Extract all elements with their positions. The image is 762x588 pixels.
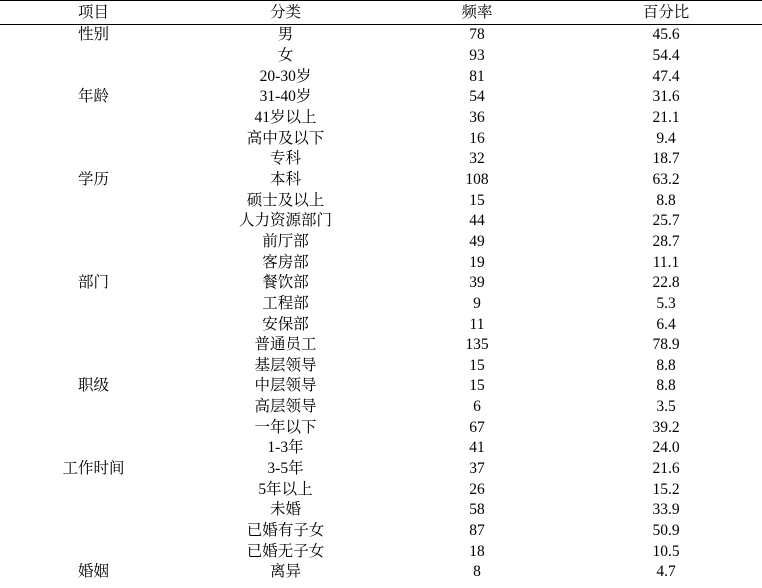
percent-cell: 39.2 [652, 418, 680, 436]
percent-cell: 18.7 [652, 150, 680, 168]
category-cell: 前厅部 [262, 232, 309, 250]
table-row [0, 376, 762, 397]
frequency-cell: 32 [469, 150, 485, 168]
group-label-cell: 工作时间 [62, 460, 125, 478]
frequency-cell: 54 [469, 88, 485, 106]
category-cell: 客房部 [262, 253, 309, 271]
table-row [0, 479, 762, 500]
group-label-cell: 职级 [77, 377, 109, 395]
category-cell: 高层领导 [254, 398, 317, 416]
frequency-cell: 15 [469, 356, 485, 374]
group-label-cell [0, 108, 187, 129]
frequency-cell: 78 [469, 26, 485, 44]
percent-cell: 5.3 [656, 294, 676, 312]
category-cell: 已婚无子女 [246, 542, 325, 560]
group-label-cell [0, 211, 187, 232]
percent-cell: 8.8 [656, 377, 676, 395]
table-row [0, 562, 762, 583]
percent-cell: 28.7 [652, 232, 680, 250]
category-cell: 中层领导 [254, 377, 317, 395]
category-cell: 5年以上 [258, 480, 313, 498]
category-cell: 高中及以下 [246, 129, 325, 147]
percent-cell: 21.6 [652, 460, 680, 478]
percent-cell: 31.6 [652, 88, 680, 106]
table-row [0, 314, 762, 335]
group-label-cell [0, 356, 187, 377]
percent-cell: 25.7 [652, 212, 680, 230]
table-row [0, 211, 762, 232]
frequency-cell: 58 [469, 501, 485, 519]
group-label-cell [0, 479, 187, 500]
category-cell: 男 [277, 26, 294, 44]
frequency-cell: 81 [469, 67, 485, 85]
table-row [0, 232, 762, 253]
percent-cell: 47.4 [652, 67, 680, 85]
category-cell: 31-40岁 [259, 88, 312, 106]
frequency-cell: 11 [469, 315, 485, 333]
percent-cell: 9.4 [656, 129, 676, 147]
table-row [0, 521, 762, 542]
table-row [0, 66, 762, 87]
category-cell: 20-30岁 [259, 67, 312, 85]
table-header-row [0, 1, 762, 25]
frequency-cell: 108 [465, 170, 489, 188]
category-cell: 41岁以上 [254, 108, 317, 126]
category-cell: 专科 [269, 150, 301, 168]
category-cell: 已婚有子女 [246, 522, 325, 540]
header-item: 项目 [0, 1, 187, 25]
category-cell: 一年以下 [254, 418, 317, 436]
group-label-cell: 性别 [77, 26, 109, 44]
frequency-cell: 39 [469, 274, 485, 292]
frequency-cell: 36 [469, 108, 485, 126]
category-cell: 本科 [269, 170, 301, 188]
category-cell: 离异 [269, 563, 301, 581]
group-label-cell: 年龄 [77, 88, 109, 106]
table-row [0, 294, 762, 315]
frequency-cell: 37 [469, 460, 485, 478]
category-cell: 基层领导 [254, 356, 317, 374]
frequency-cell: 6 [473, 398, 481, 416]
table-row [0, 541, 762, 562]
frequency-cell: 135 [465, 336, 489, 354]
frequency-cell: 15 [469, 191, 485, 209]
frequency-cell: 15 [469, 377, 485, 395]
percent-cell: 45.6 [652, 26, 680, 44]
frequency-cell: 41 [469, 439, 485, 457]
group-label-cell [0, 252, 187, 273]
table-row [0, 500, 762, 521]
group-label-cell [0, 149, 187, 170]
percent-cell: 3.5 [656, 398, 676, 416]
header-category: 分类 [187, 1, 384, 25]
group-label-cell [0, 438, 187, 459]
table-row [0, 108, 762, 129]
table-row [0, 417, 762, 438]
table-row [0, 335, 762, 356]
group-label-cell [0, 521, 187, 542]
group-label-cell [0, 417, 187, 438]
percent-cell: 50.9 [652, 522, 680, 540]
percent-cell: 4.7 [656, 563, 676, 581]
group-label-cell: 婚姻 [77, 563, 109, 581]
group-label-cell [0, 335, 187, 356]
percent-cell: 78.9 [652, 336, 680, 354]
category-cell: 3-5年 [267, 460, 304, 478]
frequency-cell: 49 [469, 232, 485, 250]
category-cell: 硕士及以上 [246, 191, 325, 209]
table-row [0, 128, 762, 149]
category-cell: 女 [277, 46, 294, 64]
percent-cell: 6.4 [656, 315, 676, 333]
table-row [0, 190, 762, 211]
percent-cell: 24.0 [652, 439, 680, 457]
table-row [0, 46, 762, 67]
frequency-cell: 8 [473, 563, 481, 581]
frequency-cell: 16 [469, 129, 485, 147]
group-label-cell [0, 541, 187, 562]
group-label-cell: 部门 [77, 274, 109, 292]
group-label-cell [0, 500, 187, 521]
table-row [0, 149, 762, 170]
table-body [0, 25, 762, 583]
table-row [0, 25, 762, 46]
group-label-cell [0, 314, 187, 335]
frequency-cell: 87 [469, 522, 485, 540]
percent-cell: 8.8 [656, 191, 676, 209]
frequency-cell: 93 [469, 46, 485, 64]
header-frequency: 频率 [384, 1, 570, 25]
frequency-cell: 26 [469, 480, 485, 498]
category-cell: 未婚 [269, 501, 301, 519]
group-label-cell [0, 46, 187, 67]
frequency-cell: 9 [473, 294, 481, 312]
percent-cell: 22.8 [652, 274, 680, 292]
table-row [0, 438, 762, 459]
group-label-cell: 学历 [77, 170, 109, 188]
percent-cell: 8.8 [656, 356, 676, 374]
table-row [0, 273, 762, 294]
frequency-cell: 18 [469, 542, 485, 560]
percent-cell: 10.5 [652, 542, 680, 560]
frequency-cell: 44 [469, 212, 485, 230]
group-label-cell [0, 66, 187, 87]
percent-cell: 11.1 [652, 253, 680, 271]
frequency-cell: 67 [469, 418, 485, 436]
frequency-cell: 19 [469, 253, 485, 271]
category-cell: 餐饮部 [262, 274, 309, 292]
percent-cell: 63.2 [652, 170, 680, 188]
table-row [0, 356, 762, 377]
category-cell: 工程部 [262, 294, 309, 312]
category-cell: 1-3年 [267, 439, 304, 457]
group-label-cell [0, 232, 187, 253]
percent-cell: 33.9 [652, 501, 680, 519]
group-label-cell [0, 128, 187, 149]
category-cell: 人力资源部门 [238, 212, 332, 230]
group-label-cell [0, 397, 187, 418]
percent-cell: 21.1 [652, 108, 680, 126]
percent-cell: 54.4 [652, 46, 680, 64]
table-row [0, 459, 762, 480]
table-row [0, 397, 762, 418]
group-label-cell [0, 190, 187, 211]
category-cell: 安保部 [262, 315, 309, 333]
table-row [0, 170, 762, 191]
group-label-cell [0, 294, 187, 315]
percent-cell: 15.2 [652, 480, 680, 498]
category-cell: 普通员工 [254, 336, 317, 354]
table-row [0, 252, 762, 273]
header-percent: 百分比 [570, 1, 762, 25]
table-row [0, 87, 762, 108]
